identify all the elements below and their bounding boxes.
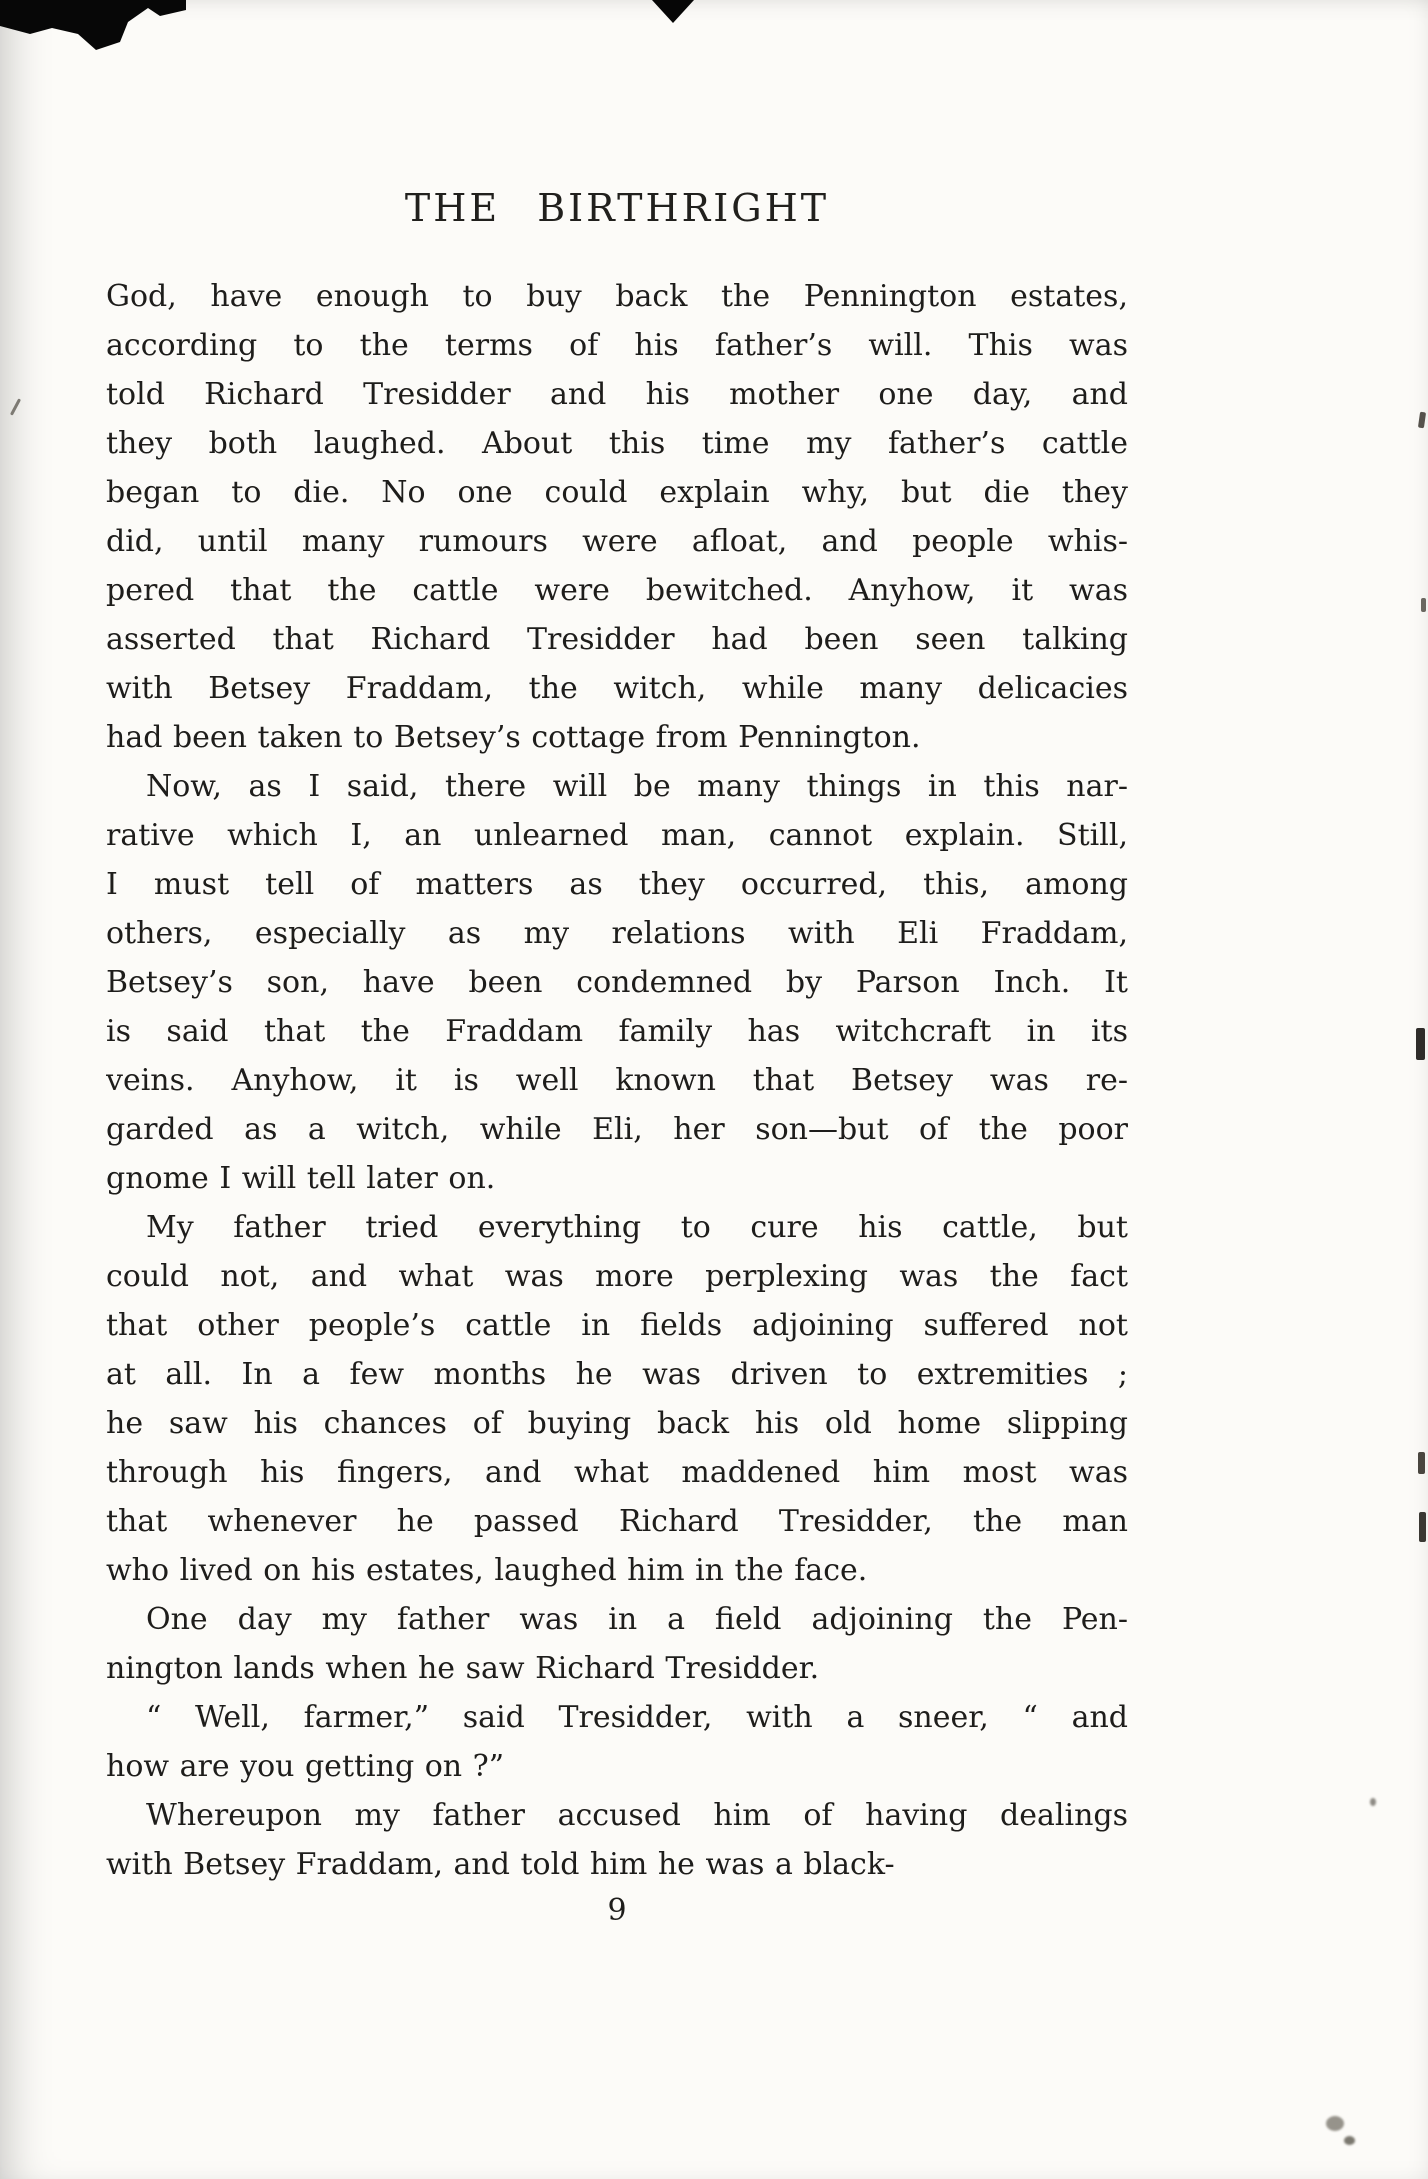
text-line: garded as a witch, while Eli, her son—but of the poor	[106, 1112, 1128, 1147]
text-line: others, especially as my relations with Eli Fraddam,	[106, 916, 1128, 951]
text-line: Now, as I said, there will be many things in this nar-	[146, 769, 1128, 804]
scan-artifact-top-triangle	[652, 0, 694, 23]
text-line: at all. In a few months he was driven to extremities ;	[106, 1357, 1128, 1392]
text-line: according to the terms of his father’s will. This was	[106, 328, 1128, 363]
paragraph	[106, 1791, 1128, 1889]
text-line: told Richard Tresidder and his mother one day, and	[106, 377, 1128, 412]
text-line: with Betsey Fraddam, the witch, while many delicacies	[106, 671, 1128, 706]
text-line: did, until many rumours were afloat, and people whis-	[106, 524, 1128, 559]
text-line: “ Well, farmer,” said Tresidder, with a sneer, “ and	[146, 1700, 1128, 1735]
text-block	[106, 272, 1128, 1889]
text-line: Whereupon my father accused him of having dealings	[146, 1798, 1128, 1833]
text-line: he saw his chances of buying back his old home slipping	[106, 1406, 1128, 1441]
paragraph	[106, 1693, 1128, 1791]
text-line: with Betsey Fraddam, and told him he was a black-	[106, 1847, 895, 1882]
scan-artifact-right-edge	[1418, 1452, 1425, 1474]
text-line: God, have enough to buy back the Pennington estates,	[106, 279, 1128, 314]
text-line: that whenever he passed Richard Tresidder, the man	[106, 1504, 1128, 1539]
text-line: One day my father was in a field adjoining the Pen-	[146, 1602, 1128, 1637]
text-line: how are you getting on ?”	[106, 1749, 505, 1784]
text-line: rative which I, an unlearned man, cannot explain. Still,	[106, 818, 1128, 853]
text-line: I must tell of matters as they occurred, this, among	[106, 867, 1128, 902]
scan-artifact-speck	[1344, 2136, 1355, 2145]
text-line: could not, and what was more perplexing was the fact	[106, 1259, 1128, 1294]
scan-artifact-top-left	[0, 0, 200, 60]
text-line: asserted that Richard Tresidder had been seen talking	[106, 622, 1128, 657]
text-line: gnome I will tell later on.	[106, 1161, 496, 1196]
page-title: THE BIRTHRIGHT	[404, 186, 830, 230]
text-line: that other people’s cattle in fields adjoining suffered not	[106, 1308, 1128, 1343]
text-line: nington lands when he saw Richard Tresidder.	[106, 1651, 820, 1686]
text-line: who lived on his estates, laughed him in the face.	[106, 1553, 868, 1588]
paragraph	[106, 1595, 1128, 1693]
text-line: veins. Anyhow, it is well known that Betsey was re-	[106, 1063, 1128, 1098]
text-line: is said that the Fraddam family has witchcraft in its	[106, 1014, 1128, 1049]
paragraph	[106, 1203, 1128, 1595]
text-line: had been taken to Betsey’s cottage from Pennington.	[106, 720, 921, 755]
scan-artifact-left-edge	[10, 398, 21, 415]
text-line: through his fingers, and what maddened him most was	[106, 1455, 1128, 1490]
text-line: they both laughed. About this time my father’s cattle	[106, 426, 1128, 461]
paragraph	[106, 762, 1128, 1203]
scan-artifact-right-edge	[1421, 598, 1426, 612]
paragraph	[106, 272, 1128, 762]
scan-artifact-right-edge	[1416, 1028, 1425, 1060]
text-line: Betsey’s son, have been condemned by Parson Inch. It	[106, 965, 1128, 1000]
scan-artifact-right-edge	[1418, 412, 1426, 429]
text-line: began to die. No one could explain why, but die they	[106, 475, 1128, 510]
text-line: My father tried everything to cure his cattle, but	[146, 1210, 1128, 1245]
scan-artifact-right-edge	[1419, 1512, 1426, 1542]
scan-artifact-speck	[1370, 1798, 1376, 1806]
page-number: 9	[607, 1893, 627, 1928]
text-line: pered that the cattle were bewitched. Anyhow, it was	[106, 573, 1128, 608]
scan-artifact-speck	[1326, 2116, 1344, 2131]
